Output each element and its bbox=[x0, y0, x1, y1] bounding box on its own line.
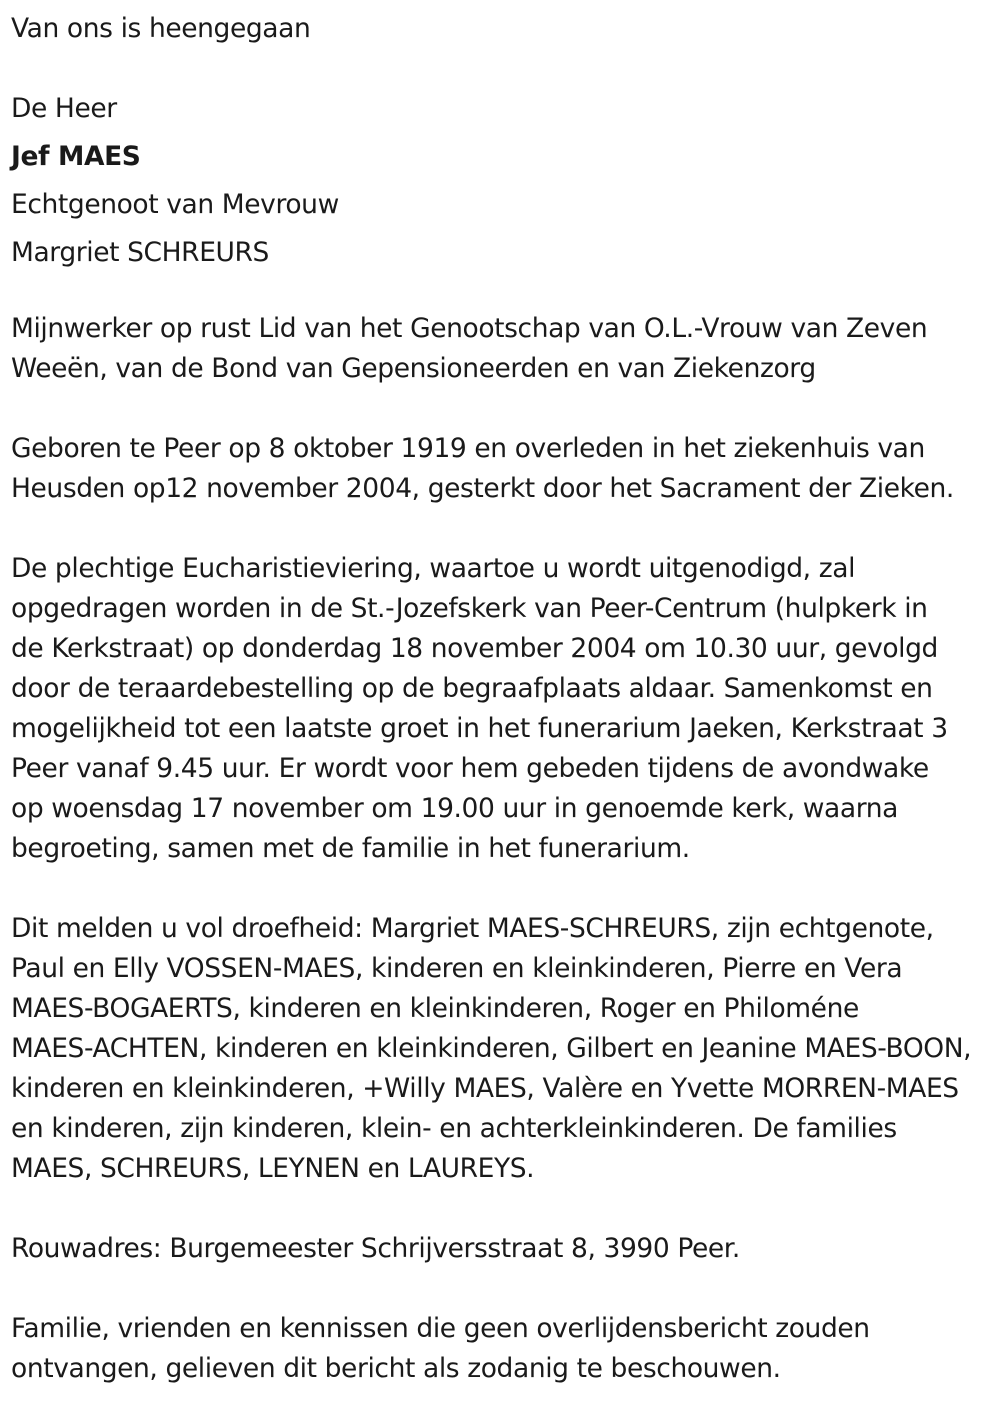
spacer bbox=[11, 509, 989, 549]
spacer bbox=[11, 277, 989, 309]
spacer bbox=[11, 389, 989, 429]
deceased-name: Jef MAES bbox=[11, 141, 141, 172]
paragraph-line: mogelijkheid tot een laatste groet in het funerarium Jaeken, Kerkstraat 3 bbox=[11, 713, 948, 744]
spacer bbox=[11, 1189, 989, 1229]
paragraph-line: opgedragen worden in de St.-Jozefskerk van Peer-Centrum (hulpkerk in bbox=[11, 593, 928, 624]
paragraph-line: MAES, SCHREURS, LEYNEN en LAUREYS. bbox=[11, 1153, 535, 1184]
paragraph-line: Dit melden u vol droefheid: Margriet MAES-SCHREURS, zijn echtgenote, bbox=[11, 913, 934, 944]
paragraph-line: en kinderen, zijn kinderen, klein- en achterkleinkinderen. De families bbox=[11, 1113, 897, 1144]
paragraph-line: MAES-ACHTEN, kinderen en kleinkinderen, Gilbert en Jeanine MAES-BOON, bbox=[11, 1033, 972, 1064]
paragraph-line: Paul en Elly VOSSEN-MAES, kinderen en kleinkinderen, Pierre en Vera bbox=[11, 953, 903, 984]
paragraph-line: Rouwadres: Burgemeester Schrijversstraat 8, 3990 Peer. bbox=[11, 1233, 740, 1264]
family-paragraph bbox=[11, 909, 989, 1189]
occupation-paragraph bbox=[11, 309, 989, 389]
paragraph-line: Geboren te Peer op 8 oktober 1919 en overleden in het ziekenhuis van bbox=[11, 433, 925, 464]
ceremony-paragraph bbox=[11, 549, 989, 869]
paragraph-line: de Kerkstraat) op donderdag 18 november 2004 om 10.30 uur, gevolgd bbox=[11, 633, 938, 664]
paragraph-line: Heusden op12 november 2004, gesterkt door het Sacrament der Zieken. bbox=[11, 473, 954, 504]
closing-paragraph bbox=[11, 1309, 989, 1389]
paragraph-line: Peer vanaf 9.45 uur. Er wordt voor hem gebeden tijdens de avondwake bbox=[11, 753, 929, 784]
paragraph-line: Weeën, van de Bond van Gepensioneerden en van Ziekenzorg bbox=[11, 353, 816, 384]
birth-death-paragraph bbox=[11, 429, 989, 509]
spouse-name: Margriet SCHREURS bbox=[11, 237, 269, 268]
paragraph-line: De plechtige Eucharistieviering, waartoe u wordt uitgenodigd, zal bbox=[11, 553, 856, 584]
spacer bbox=[11, 869, 989, 909]
address-paragraph bbox=[11, 1229, 989, 1269]
honorific-text: De Heer bbox=[11, 93, 117, 124]
paragraph-line: ontvangen, gelieven dit bericht als zodanig te beschouwen. bbox=[11, 1353, 781, 1384]
intro-text: Van ons is heengegaan bbox=[11, 13, 311, 44]
paragraph-line: op woensdag 17 november om 19.00 uur in genoemde kerk, waarna bbox=[11, 793, 898, 824]
paragraph-line: Mijnwerker op rust Lid van het Genootschap van O.L.-Vrouw van Zeven bbox=[11, 313, 928, 344]
paragraph-line: MAES-BOGAERTS, kinderen en kleinkinderen, Roger en Philoméne bbox=[11, 993, 859, 1024]
spouse-label: Echtgenoot van Mevrouw bbox=[11, 189, 339, 220]
paragraph-line: begroeting, samen met de familie in het funerarium. bbox=[11, 833, 690, 864]
spacer bbox=[11, 53, 989, 85]
paragraph-line: Familie, vrienden en kennissen die geen overlijdensbericht zouden bbox=[11, 1313, 870, 1344]
paragraph-line: door de teraardebestelling op de begraafplaats aldaar. Samenkomst en bbox=[11, 673, 933, 704]
paragraph-line: kinderen en kleinkinderen, +Willy MAES, Valère en Yvette MORREN-MAES bbox=[11, 1073, 959, 1104]
spacer bbox=[11, 1269, 989, 1309]
